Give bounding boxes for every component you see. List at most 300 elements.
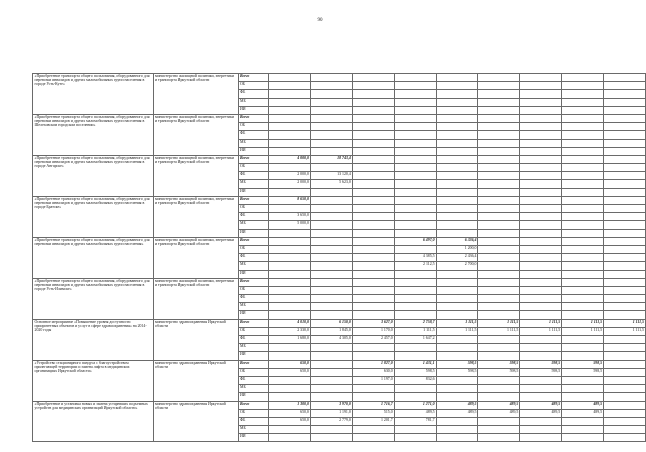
amount-cell: 515,0 — [352, 409, 394, 417]
amount-cell: 598,5 — [394, 368, 436, 376]
table-row — [33, 114, 646, 122]
amount-cell: 1 111,5 — [520, 327, 562, 335]
amount-cell — [478, 311, 520, 319]
amount-cell — [352, 213, 394, 221]
amount-cell — [269, 114, 311, 122]
amount-cell — [310, 82, 352, 90]
amount-cell — [394, 245, 436, 253]
amount-cell — [436, 336, 478, 344]
amount-cell — [436, 123, 478, 131]
amount-cell — [520, 237, 562, 245]
funding-source-label: Всего — [239, 74, 269, 82]
amount-cell — [310, 295, 352, 303]
amount-cell — [562, 196, 604, 204]
amount-cell — [478, 417, 520, 425]
amount-cell — [352, 196, 394, 204]
amount-cell — [562, 254, 604, 262]
amount-cell — [520, 188, 562, 196]
executor-name: министерство жилищной политики, энергетики и транспорта Иркутской области — [154, 278, 239, 319]
amount-cell — [604, 434, 646, 442]
funding-source-label: ФБ — [239, 172, 269, 180]
amount-cell — [352, 262, 394, 270]
amount-cell — [436, 139, 478, 147]
amount-cell — [394, 311, 436, 319]
amount-cell — [520, 336, 562, 344]
amount-cell: 3 970,0 — [310, 401, 352, 409]
amount-cell: 489,5 — [562, 409, 604, 417]
funding-source-label: ИИ — [239, 393, 269, 401]
activity-name: «Приобретение транспорта общего пользования, оборудованного для перевозки инвалидов и других маломобильных групп населения в городе Усть-Куте» — [33, 74, 154, 115]
amount-cell — [520, 344, 562, 352]
amount-cell: 489,5 — [520, 401, 562, 409]
amount-cell — [269, 426, 311, 434]
amount-cell — [562, 278, 604, 286]
amount-cell — [604, 180, 646, 188]
amount-cell — [436, 417, 478, 425]
funding-source-label: МБ — [239, 180, 269, 188]
amount-cell — [352, 352, 394, 360]
amount-cell — [352, 245, 394, 253]
amount-cell — [604, 344, 646, 352]
amount-cell — [310, 229, 352, 237]
table-row — [33, 196, 646, 204]
amount-cell — [310, 90, 352, 98]
funding-source-label: ОБ — [239, 286, 269, 294]
activity-name: «Приобретение транспорта общего пользования, оборудованного для перевозки инвалидов и других маломобильных групп населения в Шелеховском городском поселении» — [33, 114, 154, 155]
table-row — [33, 401, 646, 409]
amount-cell — [604, 205, 646, 213]
amount-cell — [520, 262, 562, 270]
amount-cell — [394, 303, 436, 311]
amount-cell — [520, 180, 562, 188]
amount-cell — [269, 303, 311, 311]
amount-cell — [520, 303, 562, 311]
funding-source-label: ОБ — [239, 245, 269, 253]
amount-cell — [520, 254, 562, 262]
amount-cell — [520, 434, 562, 442]
amount-cell — [562, 311, 604, 319]
amount-cell — [520, 393, 562, 401]
amount-cell — [562, 213, 604, 221]
amount-cell: 598,5 — [478, 368, 520, 376]
amount-cell — [436, 205, 478, 213]
amount-cell: 598,5 — [562, 360, 604, 368]
amount-cell — [310, 426, 352, 434]
amount-cell — [478, 188, 520, 196]
amount-cell — [394, 90, 436, 98]
amount-cell — [310, 376, 352, 384]
funding-source-label: ФБ — [239, 90, 269, 98]
amount-cell — [436, 311, 478, 319]
amount-cell — [310, 139, 352, 147]
amount-cell — [352, 221, 394, 229]
amount-cell — [562, 270, 604, 278]
executor-name: министерство жилищной политики, энергетики и транспорта Иркутской области — [154, 114, 239, 155]
amount-cell — [562, 155, 604, 163]
amount-cell — [310, 147, 352, 155]
funding-source-label: ИИ — [239, 270, 269, 278]
amount-cell: 6 150,0 — [310, 319, 352, 327]
amount-cell — [394, 434, 436, 442]
amount-cell: 650,0 — [269, 417, 311, 425]
amount-cell — [562, 245, 604, 253]
amount-cell: 2 330,0 — [269, 327, 311, 335]
amount-cell — [478, 245, 520, 253]
amount-cell — [310, 352, 352, 360]
amount-cell — [604, 278, 646, 286]
amount-cell: 2 000,0 — [269, 172, 311, 180]
amount-cell — [604, 311, 646, 319]
amount-cell — [604, 221, 646, 229]
amount-cell — [436, 74, 478, 82]
amount-cell — [478, 336, 520, 344]
amount-cell — [478, 385, 520, 393]
amount-cell — [352, 344, 394, 352]
amount-cell: 650,0 — [269, 368, 311, 376]
amount-cell — [562, 286, 604, 294]
amount-cell — [604, 106, 646, 114]
amount-cell: 5 623,0 — [310, 180, 352, 188]
amount-cell — [394, 352, 436, 360]
funding-source-label: ИИ — [239, 434, 269, 442]
funding-source-label: ОБ — [239, 205, 269, 213]
executor-name: министерство жилищной политики, энергетики и транспорта Иркутской области — [154, 237, 239, 278]
amount-cell — [478, 90, 520, 98]
amount-cell — [436, 188, 478, 196]
amount-cell — [352, 139, 394, 147]
amount-cell — [604, 213, 646, 221]
amount-cell — [352, 254, 394, 262]
funding-source-label: МБ — [239, 262, 269, 270]
amount-cell — [310, 213, 352, 221]
amount-cell — [520, 131, 562, 139]
funding-source-label: Всего — [239, 155, 269, 163]
amount-cell — [310, 221, 352, 229]
funding-source-label: Всего — [239, 237, 269, 245]
amount-cell — [520, 278, 562, 286]
amount-cell: 2 758,7 — [394, 319, 436, 327]
amount-cell — [436, 164, 478, 172]
amount-cell — [269, 344, 311, 352]
amount-cell — [562, 180, 604, 188]
amount-cell — [352, 114, 394, 122]
amount-cell — [478, 139, 520, 147]
funding-source-label: ОБ — [239, 409, 269, 417]
amount-cell: 832,6 — [394, 376, 436, 384]
amount-cell — [352, 98, 394, 106]
amount-cell — [478, 295, 520, 303]
amount-cell — [562, 385, 604, 393]
amount-cell — [562, 123, 604, 131]
amount-cell — [478, 426, 520, 434]
amount-cell — [562, 237, 604, 245]
amount-cell — [520, 205, 562, 213]
amount-cell — [562, 295, 604, 303]
amount-cell — [562, 147, 604, 155]
amount-cell — [394, 123, 436, 131]
amount-cell — [394, 98, 436, 106]
amount-cell — [562, 417, 604, 425]
amount-cell — [436, 90, 478, 98]
amount-cell — [520, 213, 562, 221]
amount-cell: 4 385,5 — [394, 254, 436, 262]
amount-cell: 489,5 — [436, 409, 478, 417]
amount-cell — [478, 286, 520, 294]
amount-cell — [520, 147, 562, 155]
amount-cell — [478, 164, 520, 172]
amount-cell — [604, 196, 646, 204]
funding-source-label: ФБ — [239, 417, 269, 425]
amount-cell — [352, 82, 394, 90]
amount-cell: 650,0 — [269, 360, 311, 368]
table-row — [33, 155, 646, 163]
amount-cell — [394, 205, 436, 213]
amount-cell: 2 457,0 — [352, 336, 394, 344]
amount-cell — [520, 172, 562, 180]
amount-cell — [310, 106, 352, 114]
amount-cell — [604, 188, 646, 196]
amount-cell — [269, 295, 311, 303]
amount-cell — [436, 376, 478, 384]
activity-name: «Приобретение транспорта общего пользования, оборудованного для перевозки инвалидов и других маломобильных групп населения» — [33, 237, 154, 278]
amount-cell — [269, 74, 311, 82]
amount-cell — [394, 393, 436, 401]
amount-cell — [478, 270, 520, 278]
amount-cell — [436, 106, 478, 114]
amount-cell — [562, 344, 604, 352]
amount-cell — [310, 385, 352, 393]
amount-cell: 598,5 — [520, 368, 562, 376]
amount-cell — [604, 90, 646, 98]
amount-cell — [352, 295, 394, 303]
amount-cell — [520, 139, 562, 147]
funding-source-label: ИИ — [239, 352, 269, 360]
executor-name: министерство жилищной политики, энергетики и транспорта Иркутской области — [154, 74, 239, 115]
amount-cell — [269, 286, 311, 294]
amount-cell — [394, 426, 436, 434]
activity-name: Основное мероприятие «Повышение уровня доступности приоритетных объектов и услуг в сфере здравоохранения» на 2014-2020 годы — [33, 319, 154, 360]
amount-cell — [436, 385, 478, 393]
amount-cell — [478, 213, 520, 221]
amount-cell — [520, 417, 562, 425]
amount-cell — [310, 245, 352, 253]
funding-source-label: МБ — [239, 98, 269, 106]
amount-cell — [269, 90, 311, 98]
amount-cell — [394, 139, 436, 147]
amount-cell — [352, 303, 394, 311]
amount-cell — [310, 368, 352, 376]
amount-cell: 630,0 — [352, 368, 394, 376]
amount-cell — [352, 205, 394, 213]
amount-cell — [604, 74, 646, 82]
amount-cell — [310, 123, 352, 131]
amount-cell: 1 271,0 — [394, 401, 436, 409]
amount-cell — [562, 393, 604, 401]
amount-cell — [604, 155, 646, 163]
table-row — [33, 319, 646, 327]
amount-cell — [394, 74, 436, 82]
amount-cell — [604, 237, 646, 245]
amount-cell — [436, 155, 478, 163]
amount-cell — [478, 278, 520, 286]
amount-cell — [352, 434, 394, 442]
amount-cell — [436, 213, 478, 221]
amount-cell — [478, 262, 520, 270]
funding-source-label: ФБ — [239, 213, 269, 221]
amount-cell — [478, 229, 520, 237]
amount-cell — [520, 270, 562, 278]
funding-source-label: ФБ — [239, 336, 269, 344]
amount-cell — [562, 376, 604, 384]
amount-cell — [352, 393, 394, 401]
amount-cell — [604, 409, 646, 417]
funding-source-label: Всего — [239, 319, 269, 327]
amount-cell — [604, 417, 646, 425]
amount-cell — [604, 262, 646, 270]
amount-cell: 489,5 — [562, 401, 604, 409]
amount-cell — [562, 262, 604, 270]
amount-cell: 489,5 — [436, 401, 478, 409]
amount-cell — [478, 131, 520, 139]
funding-source-label: МБ — [239, 344, 269, 352]
funding-source-label: ОБ — [239, 123, 269, 131]
amount-cell — [394, 229, 436, 237]
amount-cell — [269, 106, 311, 114]
amount-cell: 8 650,0 — [269, 196, 311, 204]
amount-cell — [352, 74, 394, 82]
funding-source-label: ОБ — [239, 368, 269, 376]
amount-cell — [394, 147, 436, 155]
amount-cell — [269, 205, 311, 213]
funding-source-label: МБ — [239, 139, 269, 147]
amount-cell — [520, 426, 562, 434]
amount-cell: 781,7 — [394, 417, 436, 425]
amount-cell — [436, 295, 478, 303]
amount-cell: 1 111,5 — [562, 327, 604, 335]
amount-cell: 1 680,0 — [269, 336, 311, 344]
amount-cell — [436, 172, 478, 180]
amount-cell: 1 845,0 — [310, 327, 352, 335]
amount-cell — [394, 180, 436, 188]
amount-cell — [478, 393, 520, 401]
amount-cell — [436, 82, 478, 90]
amount-cell — [269, 147, 311, 155]
amount-cell — [394, 286, 436, 294]
amount-cell: 598,5 — [436, 368, 478, 376]
amount-cell — [604, 336, 646, 344]
funding-source-label: ОБ — [239, 82, 269, 90]
amount-cell — [269, 98, 311, 106]
amount-cell: 1 111,5 — [478, 319, 520, 327]
funding-source-label: МБ — [239, 426, 269, 434]
amount-cell — [269, 237, 311, 245]
amount-cell — [352, 123, 394, 131]
amount-cell: 6 497,0 — [394, 237, 436, 245]
funding-source-label: ОБ — [239, 327, 269, 335]
amount-cell — [352, 155, 394, 163]
amount-cell — [394, 278, 436, 286]
amount-cell — [562, 164, 604, 172]
amount-cell — [478, 205, 520, 213]
amount-cell — [520, 114, 562, 122]
amount-cell — [269, 385, 311, 393]
amount-cell — [520, 155, 562, 163]
amount-cell — [604, 401, 646, 409]
funding-source-label: ФБ — [239, 254, 269, 262]
amount-cell — [394, 221, 436, 229]
amount-cell — [604, 286, 646, 294]
amount-cell — [352, 172, 394, 180]
amount-cell — [436, 147, 478, 155]
amount-cell: 1 191,0 — [310, 409, 352, 417]
executor-name: министерство здравоохранения Иркутской области — [154, 360, 239, 401]
amount-cell — [520, 385, 562, 393]
amount-cell — [520, 90, 562, 98]
amount-cell — [604, 114, 646, 122]
amount-cell — [562, 74, 604, 82]
amount-cell — [352, 90, 394, 98]
funding-source-label: ИИ — [239, 106, 269, 114]
executor-name: министерство здравоохранения Иркутской области — [154, 319, 239, 360]
amount-cell — [352, 237, 394, 245]
amount-cell — [352, 131, 394, 139]
amount-cell: 1 431,1 — [394, 360, 436, 368]
amount-cell — [394, 114, 436, 122]
amount-cell — [478, 82, 520, 90]
amount-cell: 598,5 — [478, 360, 520, 368]
amount-cell — [394, 164, 436, 172]
amount-cell — [269, 434, 311, 442]
amount-cell — [478, 74, 520, 82]
page-number: 90 — [317, 18, 323, 23]
amount-cell — [604, 123, 646, 131]
amount-cell: 1 111,5 — [436, 327, 478, 335]
amount-cell: 1 716,7 — [352, 401, 394, 409]
amount-cell — [394, 295, 436, 303]
amount-cell: 2 436,4 — [436, 254, 478, 262]
amount-cell — [520, 295, 562, 303]
amount-cell: 1 111,5 — [394, 327, 436, 335]
amount-cell — [310, 188, 352, 196]
amount-cell — [269, 164, 311, 172]
amount-cell — [310, 98, 352, 106]
amount-cell — [520, 311, 562, 319]
amount-cell — [604, 270, 646, 278]
amount-cell — [352, 147, 394, 155]
amount-cell — [520, 98, 562, 106]
amount-cell — [310, 74, 352, 82]
amount-cell — [436, 426, 478, 434]
amount-cell — [562, 114, 604, 122]
amount-cell: 2 000,0 — [269, 180, 311, 188]
amount-cell — [310, 164, 352, 172]
amount-cell — [269, 393, 311, 401]
amount-cell — [310, 303, 352, 311]
amount-cell — [352, 311, 394, 319]
amount-cell — [520, 245, 562, 253]
amount-cell — [436, 434, 478, 442]
amount-cell — [310, 360, 352, 368]
amount-cell: 489,5 — [520, 409, 562, 417]
table-row — [33, 237, 646, 245]
amount-cell — [520, 196, 562, 204]
amount-cell — [436, 393, 478, 401]
amount-cell — [394, 344, 436, 352]
amount-cell — [310, 311, 352, 319]
amount-cell — [352, 229, 394, 237]
amount-cell — [604, 426, 646, 434]
amount-cell — [478, 106, 520, 114]
